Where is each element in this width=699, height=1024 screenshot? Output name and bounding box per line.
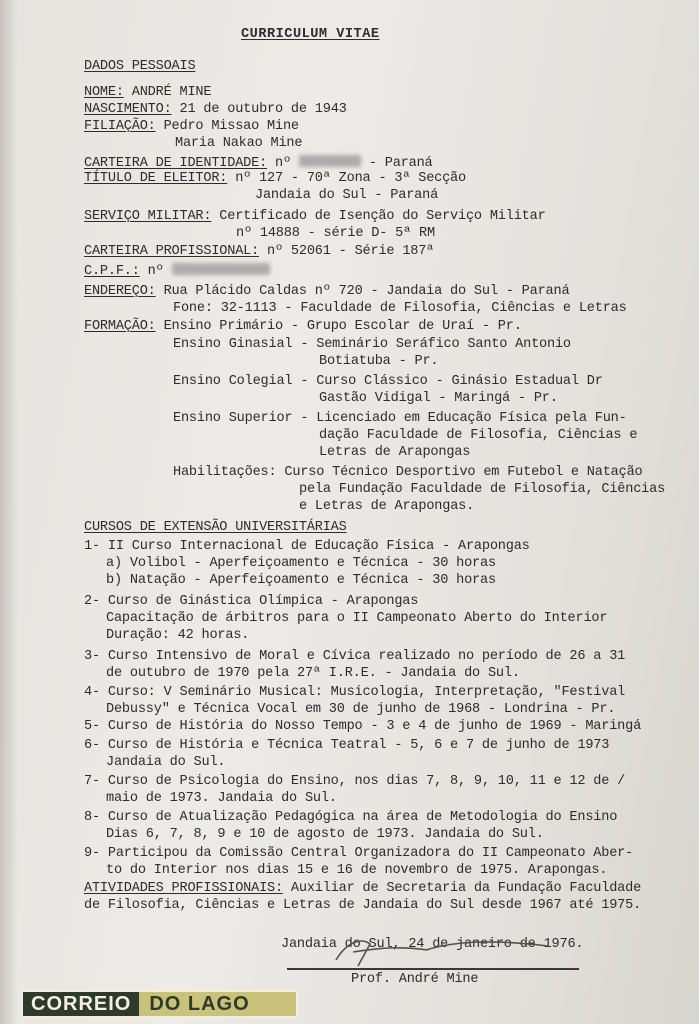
curso-5-l1: 5- Curso de História do Nosso Tempo - 3 e 4 de junho de 1969 - Maringá	[84, 719, 642, 734]
field-atividades	[84, 882, 641, 896]
value-formacao-l8: Letras de Arapongas	[319, 445, 471, 460]
label-identidade: CARTEIRA DE IDENTIDADE:	[84, 156, 268, 171]
signature-line	[287, 968, 579, 970]
value-titulo-eleitor-local: Jandaia do Sul - Paraná	[255, 188, 439, 203]
curso-3-l2: de outubro de 1970 pela 27ª I.R.E. - Jandaia do Sul.	[106, 666, 520, 681]
value-titulo-eleitor: nº 127 - 70ª Zona - 3ª Secção	[227, 171, 466, 186]
curso-2-l2: Capacitação de árbitros para o II Campeonato Aberto do Interior	[106, 611, 608, 626]
value-habilitacoes-l1: Habilitações: Curso Técnico Desportivo em Futebol e Natação	[173, 465, 643, 480]
value-carteira-profissional: nº 52061 - Série 187ª	[259, 244, 435, 259]
value-formacao-l4: Ensino Colegial - Curso Clássico - Ginásio Estadual Dr	[173, 374, 603, 389]
curso-1-l1: 1- II Curso Internacional de Educação Física - Arapongas	[84, 539, 530, 554]
value-habilitacoes-l2: pela Fundação Faculdade de Filosofia, Ciências	[299, 482, 666, 497]
value-habilitacoes-l3: e Letras de Arapongas.	[299, 499, 475, 514]
value-atividades-l2: de Filosofia, Ciências e Letras de Jandaia do Sul desde 1967 até 1975.	[84, 898, 642, 913]
label-formacao: FORMAÇÃO:	[84, 319, 156, 334]
field-servico-militar	[84, 210, 546, 224]
field-filiacao	[84, 120, 299, 134]
label-nascimento: NASCIMENTO:	[84, 102, 172, 117]
curso-3-l1: 3- Curso Intensivo de Moral e Cívica realizado no período de 26 a 31	[84, 649, 626, 664]
curso-6-l2: Jandaia do Sul.	[106, 755, 226, 770]
value-fone: Fone: 32-1113 - Faculdade de Filosofia, Ciências e Letras	[173, 301, 627, 316]
redacted-identidade	[299, 155, 361, 167]
curso-7-l1: 7- Curso de Psicologia do Ensino, nos dias 7, 8, 9, 10, 11 e 12 de /	[84, 774, 626, 789]
logo-do-lago: DO LAGO	[139, 992, 296, 1016]
value-formacao-l2: Ensino Ginasial - Seminário Seráfico Santo Antonio	[173, 337, 571, 352]
label-atividades: ATIVIDADES PROFISSIONAIS:	[84, 881, 283, 896]
redacted-cpf	[172, 263, 270, 275]
field-nome	[84, 86, 211, 100]
curso-1-l2: a) Volibol - Aperfeiçoamento e Técnica - 30 horas	[106, 556, 496, 571]
value-formacao-l6: Ensino Superior - Licenciado em Educação Física pela Fun-	[173, 411, 627, 426]
field-endereco	[84, 285, 569, 299]
curso-9-l1: 9- Participou da Comissão Central Organizadora do II Campeonato Aber-	[84, 846, 634, 861]
field-carteira-profissional	[84, 245, 434, 259]
curso-2-l1: 2- Curso de Ginástica Olímpica - Arapongas	[84, 594, 419, 609]
field-nascimento	[84, 103, 347, 117]
label-titulo-eleitor: TÍTULO DE ELEITOR:	[84, 171, 228, 186]
document-title: CURRICULUM VITAE	[241, 27, 380, 42]
label-endereco: ENDEREÇO:	[84, 284, 156, 299]
signature-name: Prof. André Mine	[351, 972, 479, 987]
value-servico-militar: Certificado de Isenção do Serviço Militar	[211, 209, 546, 224]
curso-9-l2: to do Interior nos dias 15 e 16 de novembro de 1975. Arapongas.	[106, 863, 608, 878]
curso-7-l2: maio de 1973. Jandaia do Sul.	[106, 791, 337, 806]
value-formacao-l3: Botiatuba - Pr.	[319, 354, 439, 369]
value-endereco: Rua Plácido Caldas nº 720 - Jandaia do Sul - Paraná	[155, 284, 570, 299]
value-formacao-l7: dação Faculdade de Filosofia, Ciências e	[319, 428, 638, 443]
label-nome: NOME:	[84, 85, 124, 100]
field-formacao	[84, 320, 522, 334]
value-servico-militar-numero: nº 14888 - série D- 5ª RM	[236, 226, 435, 241]
date-line: Jandaia do Sul, 24 de janeiro de 1976.	[281, 937, 584, 952]
label-filiacao: FILIAÇÃO:	[84, 119, 156, 134]
logo-correio: CORREIO	[23, 992, 139, 1016]
value-identidade-prefix: nº	[267, 156, 299, 171]
field-cpf	[84, 263, 270, 279]
value-cpf-prefix: nº	[139, 264, 172, 279]
value-filiacao-pai: Pedro Missao Mine	[155, 119, 299, 134]
correio-do-lago-logo	[21, 990, 298, 1018]
curso-8-l1: 8- Curso de Atualização Pedagógica na área de Metodologia do Ensino	[84, 810, 618, 825]
field-titulo-eleitor	[84, 172, 466, 186]
section-dados-pessoais: DADOS PESSOAIS	[84, 59, 196, 74]
curso-6-l1: 6- Curso de História e Técnica Teatral - 5, 6 e 7 de junho de 1973	[84, 738, 610, 753]
curso-2-l3: Duração: 42 horas.	[106, 628, 250, 643]
value-formacao-l5: Gastão Vidigal - Maringá - Pr.	[319, 391, 558, 406]
label-cpf: C.P.F.:	[84, 264, 140, 279]
curso-4-l2: Debussy" e Técnica Vocal em 30 de junho de 1968 - Londrina - Pr.	[106, 702, 616, 717]
curso-8-l2: Dias 6, 7, 8, 9 e 10 de agosto de 1973. Jandaia do Sul.	[106, 827, 544, 842]
section-cursos-extensao: CURSOS DE EXTENSÃO UNIVERSITÁRIAS	[84, 520, 347, 535]
curso-1-l3: b) Natação - Aperfeiçoamento e Técnica - 30 horas	[106, 573, 496, 588]
value-nascimento: 21 de outubro de 1943	[171, 102, 347, 117]
value-formacao-l1: Ensino Primário - Grupo Escolar de Uraí - Pr.	[155, 319, 522, 334]
label-carteira-profissional: CARTEIRA PROFISSIONAL:	[84, 244, 260, 259]
curso-4-l1: 4- Curso: V Seminário Musical: Musicologia, Interpretação, "Festival	[84, 685, 626, 700]
field-identidade	[84, 155, 433, 171]
label-servico-militar: SERVIÇO MILITAR:	[84, 209, 212, 224]
value-filiacao-mae: Maria Nakao Mine	[175, 136, 303, 151]
value-nome: ANDRÉ MINE	[123, 85, 212, 100]
value-identidade-suffix: - Paraná	[360, 156, 433, 171]
page-edge-shadow	[0, 0, 18, 1024]
value-atividades-l1: Auxiliar de Secretaria da Fundação Faculdade	[282, 881, 642, 896]
